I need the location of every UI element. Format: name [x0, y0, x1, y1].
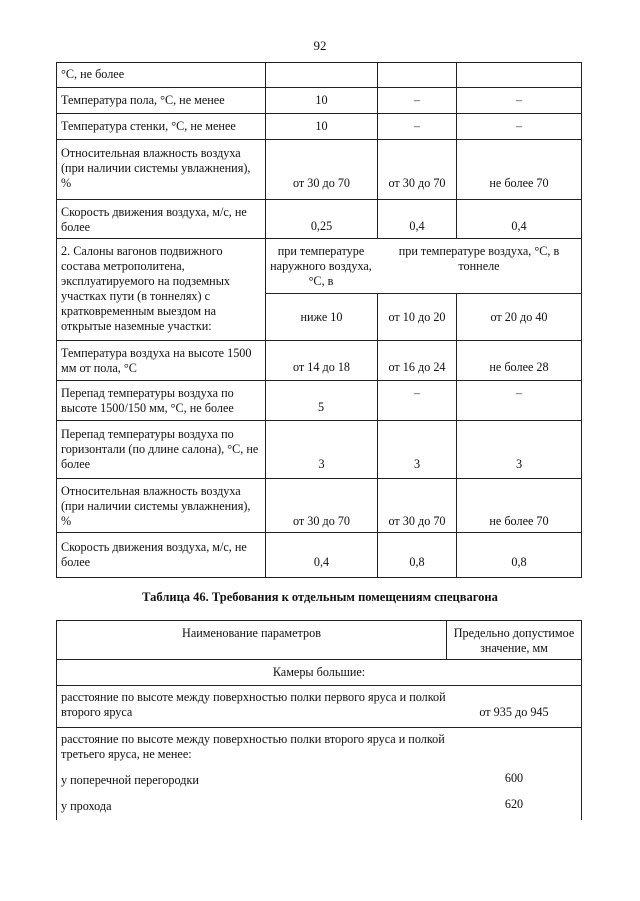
- table-row-label: у прохода: [61, 799, 112, 813]
- table-cell: –: [413, 386, 421, 400]
- table-cell: ниже 10: [300, 310, 343, 324]
- table-cell: –: [515, 119, 523, 133]
- section-label: 2. Салоны вагонов подвижного состава метрополитена, эксплуатируемого на подземных участках пути (в тоннелях) с кратковременным выездом на открытые наземные участки:: [61, 244, 230, 333]
- table-cell: 10: [315, 119, 328, 133]
- table-cell: 10: [315, 93, 328, 107]
- table-cell: –: [413, 119, 421, 133]
- table-row-label: °С, не более: [61, 67, 125, 81]
- table-cell: не более 28: [489, 360, 549, 374]
- table-cell: не более 70: [489, 514, 549, 528]
- table-row-label: расстояние по высоте между поверхностью полки первого яруса и полкой второго яруса: [61, 690, 446, 719]
- table-cell: 3: [318, 457, 325, 471]
- table-cell: 600: [504, 771, 524, 785]
- table-cell: –: [515, 93, 523, 107]
- table-cell: 3: [413, 457, 421, 471]
- table-row-label: Скорость движения воздуха, м/с, не более: [61, 540, 247, 569]
- table-cell: 3: [515, 457, 523, 471]
- table-row-label: расстояние по высоте между поверхностью полки второго яруса и полкой третьего яруса, не менее:: [61, 732, 445, 761]
- table-row-label: Относительная влажность воздуха (при наличии системы увлажнения), %: [61, 146, 251, 190]
- table-cell: не более 70: [489, 176, 549, 190]
- table-cell: 0,25: [310, 219, 333, 233]
- table-row-label: Относительная влажность воздуха (при наличии системы увлажнения), %: [61, 484, 251, 528]
- table-cell: 0,4: [511, 219, 527, 233]
- table-row-label: Температура воздуха на высоте 1500 мм от пола, °С: [61, 346, 252, 375]
- table-cell: от 30 до 70: [292, 176, 351, 190]
- table-cell: 5: [318, 400, 325, 414]
- table-cell: от 20 до 40: [490, 310, 548, 324]
- table-cell: от 10 до 20: [388, 310, 446, 324]
- table-cell: 0,8: [511, 555, 527, 569]
- table-cell: 0,4: [409, 219, 425, 233]
- table-cell: от 16 до 24: [388, 360, 446, 374]
- table-cell: от 30 до 70: [388, 176, 446, 190]
- table-row-label: Перепад температуры воздуха по горизонтали (по длине салона), °С, не более: [61, 427, 259, 471]
- table-cell: 620: [504, 797, 524, 811]
- table-row-label: Перепад температуры воздуха по высоте 1500/150 мм, °С, не более: [61, 386, 234, 415]
- table-cell: –: [413, 93, 421, 107]
- section-label: Камеры большие:: [272, 665, 366, 679]
- column-header-parameters: Наименование параметров: [182, 626, 321, 640]
- table-row-label: Температура пола, °С, не менее: [61, 93, 225, 107]
- table-cell: от 935 до 945: [479, 705, 549, 719]
- table-cell: от 14 до 18: [292, 360, 351, 374]
- table-cell: 0,4: [313, 555, 330, 569]
- column-header-value: Предельно допустимое значение, мм: [453, 626, 575, 655]
- column-header: при температуре наружного воздуха, °С, в: [270, 244, 372, 288]
- table-cell: от 30 до 70: [388, 514, 446, 528]
- table-row-label: у поперечной перегородки: [61, 773, 199, 787]
- table-cell: от 30 до 70: [292, 514, 351, 528]
- table-row-label: Температура стенки, °С, не менее: [61, 119, 236, 133]
- table-caption: Таблица 46. Требования к отдельным помещениям спецвагона: [142, 590, 498, 604]
- page-number: 92: [313, 38, 327, 53]
- table-cell: 0,8: [409, 555, 425, 569]
- table-cell: –: [515, 386, 523, 400]
- table-row-label: Скорость движения воздуха, м/с, не более: [61, 205, 247, 234]
- column-header: при температуре воздуха, °С, в тоннеле: [398, 244, 560, 273]
